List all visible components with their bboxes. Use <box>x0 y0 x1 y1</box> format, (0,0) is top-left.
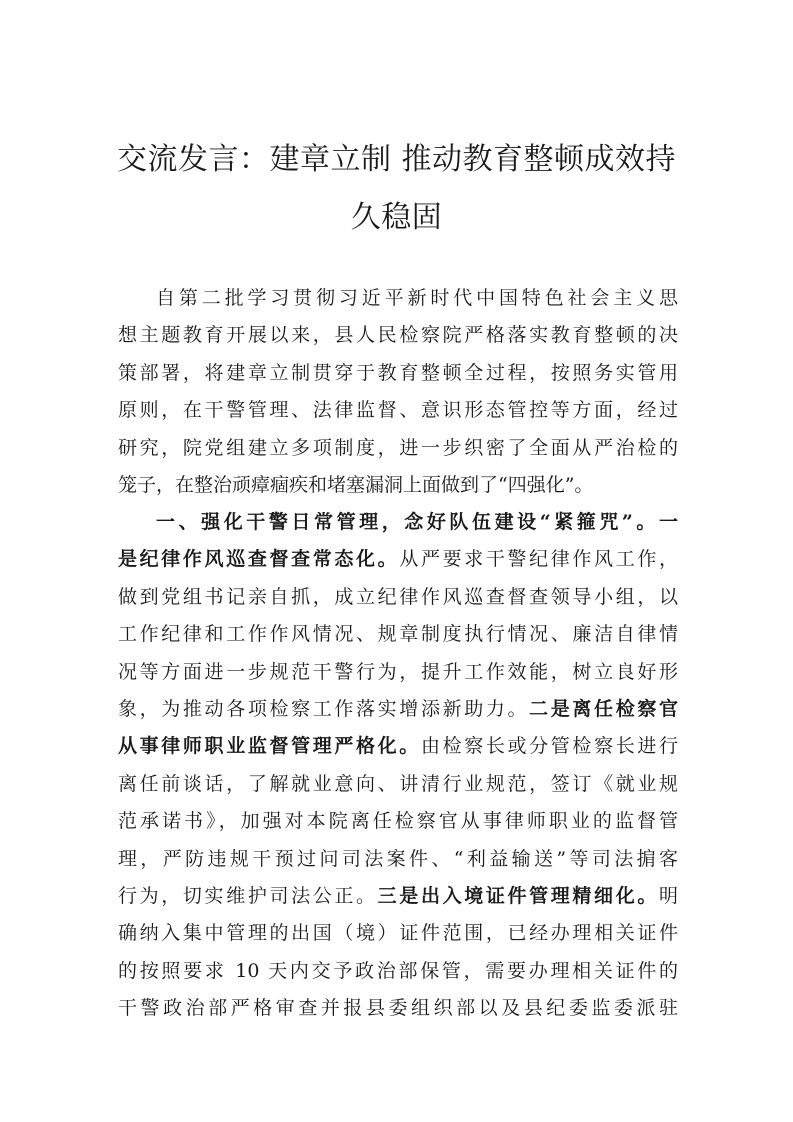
body-text: 明 <box>658 884 678 907</box>
section-one-line <box>118 728 678 765</box>
section-one-line: 工作纪律和工作作风情况、规章制度执行情况、廉洁自律情 <box>118 623 678 646</box>
point-heading: 从事律师职业监督管理严格化。 <box>118 735 421 758</box>
intro-line: 原则，在干警管理、法律监督、意识形态管控等方面，经过 <box>118 399 678 422</box>
intro-line: 策部署，将建章立制贯穿于教育整顿全过程，按照务实管用 <box>118 361 678 384</box>
body-text: 由检察长或分管检察长进行 <box>420 735 678 758</box>
section-one-line: 范承诺书》，加强对本院离任检察官从事律师职业的监督管 <box>118 810 678 833</box>
intro-line: 自第二批学习贯彻习近平新时代中国特色社会主义思 <box>156 287 678 309</box>
document-title-line-2: 久稳固 <box>350 200 443 235</box>
point-heading: 三是出入境证件管理精细化。 <box>377 884 659 907</box>
document-title-line-1: 交流发言：建章立制 推动教育整顿成效持 <box>116 142 677 177</box>
intro-line: 笼子，在整治顽瘴痼疾和堵塞漏洞上面做到了“四强化”。 <box>118 473 594 496</box>
intro-line: 想主题教育开展以来，县人民检察院严格落实教育整顿的决 <box>118 324 678 347</box>
body-text: 行为，切实维护司法公正。 <box>118 884 378 907</box>
paragraph-intro <box>118 280 678 504</box>
body-text: 象，为推动各项检察工作落实增添新助力。 <box>118 697 530 720</box>
section-one-line: 干警政治部严格审查并报县委组织部以及县纪委监委派驻 <box>118 997 678 1020</box>
intro-line: 研究，院党组建立多项制度，进一步织密了全面从严治检的 <box>118 436 678 459</box>
section-one-line: 的按照要求 10 天内交予政治部保管，需要办理相关证件的 <box>118 959 678 982</box>
section-one-line: 确纳入集中管理的出国（境）证件范围，已经办理相关证件 <box>118 922 678 945</box>
section-one-line <box>118 541 678 578</box>
point-heading: 二是离任检察官 <box>529 697 678 720</box>
section-one-line: 做到党组书记亲自抓，成立纪律作风巡查督查领导小组，以 <box>118 585 678 608</box>
body-text: 从严要求干警纪律作风工作， <box>399 548 678 571</box>
section-one-line <box>118 878 678 915</box>
section-one-line <box>118 691 678 728</box>
section-one-line <box>118 504 678 541</box>
paragraph-section-one <box>118 504 678 1027</box>
point-heading: 是纪律作风巡查督查常态化。 <box>118 548 400 571</box>
section-one-line: 离任前谈话，了解就业意向、讲清行业规范，签订《就业规 <box>118 772 678 795</box>
section-one-line: 理，严防违规干预过问司法案件、“利益输送”等司法掮客 <box>118 847 678 870</box>
section-heading: 一、强化干警日常管理，念好队伍建设“紧箍咒”。一 <box>156 511 678 533</box>
section-one-line: 况等方面进一步规范干警行为，提升工作效能，树立良好形 <box>118 660 678 683</box>
